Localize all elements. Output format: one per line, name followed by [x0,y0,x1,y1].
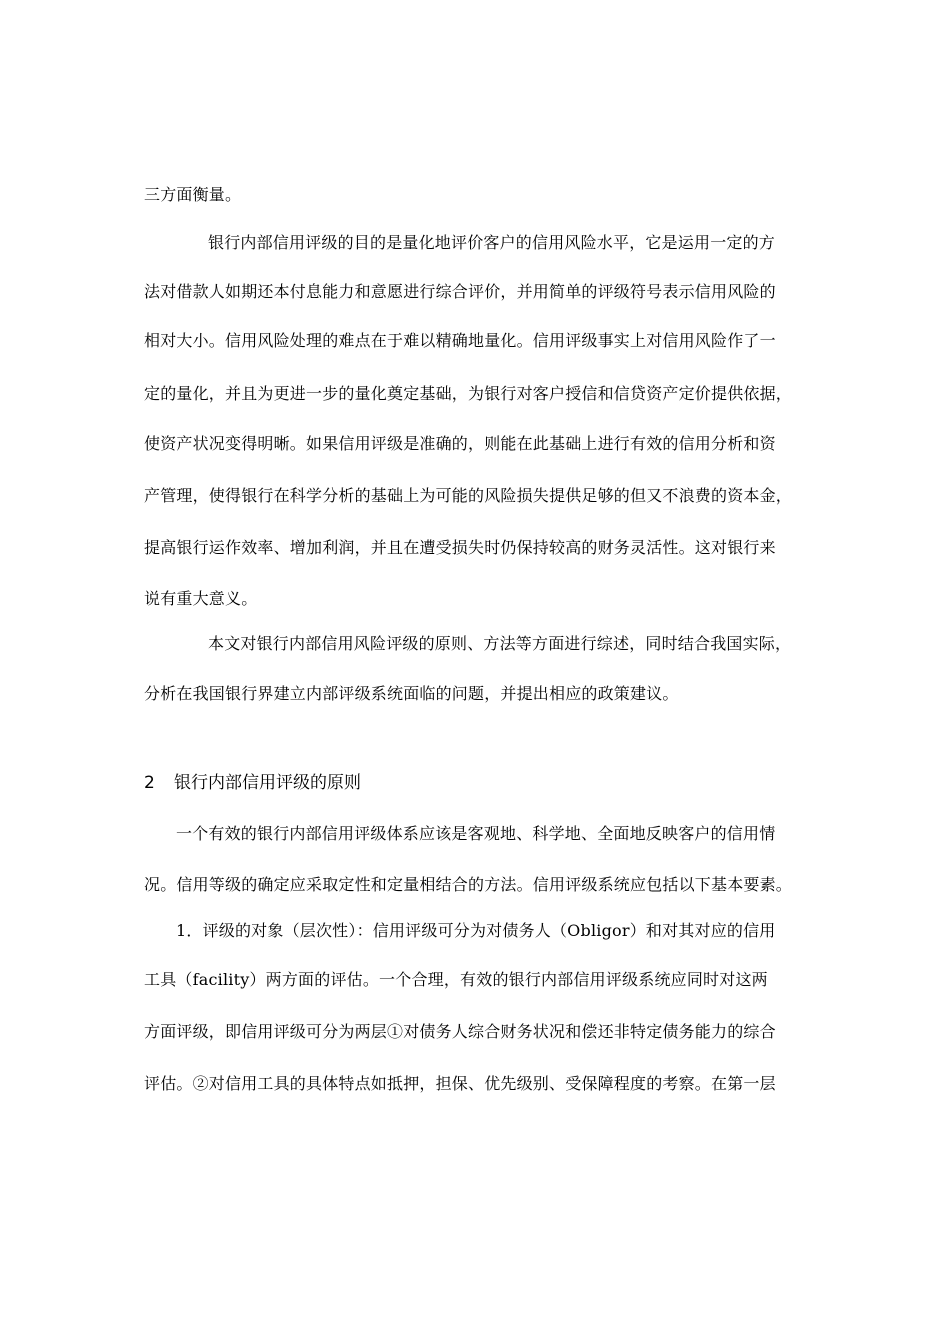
section-title: 银行内部信用评级的原则 [174,773,361,793]
paragraph-line: 相对大小。信用风险处理的难点在于难以精确地量化。信用评级事实上对信用风险作了一 [144,331,776,350]
paragraph-line: 定的量化，并且为更进一步的量化奠定基础，为银行对客户授信和信贷资产定价提供依据， [144,384,793,403]
paragraph-line: 产管理，使得银行在科学分析的基础上为可能的风险损失提供足够的但又不浪费的资本金， [144,486,793,505]
paragraph-line: 况。信用等级的确定应采取定性和定量相结合的方法。信用评级系统应包括以下基本要素。 [144,875,793,894]
paragraph-line: 一个有效的银行内部信用评级体系应该是客观地、科学地、全面地反映客户的信用情 [176,824,776,843]
paragraph-line: 银行内部信用评级的目的是量化地评价客户的信用风险水平，它是运用一定的方 [208,233,776,252]
paragraph-line: 1．评级的对象（层次性）：信用评级可分为对债务人（Obligor）和对其对应的信用 [176,921,776,940]
paragraph-line: 本文对银行内部信用风险评级的原则、方法等方面进行综述，同时结合我国实际， [208,634,792,653]
paragraph-line: 方面评级，即信用评级可分为两层①对债务人综合财务状况和偿还非特定债务能力的综合 [144,1022,776,1041]
section-number: 2 [144,773,155,793]
paragraph-line: 提高银行运作效率、增加利润，并且在遭受损失时仍保持较高的财务灵活性。这对银行来 [144,538,776,557]
paragraph-line: 使资产状况变得明晰。如果信用评级是准确的，则能在此基础上进行有效的信用分析和资 [144,434,776,453]
paragraph-line: 工具（facility）两方面的评估。一个合理，有效的银行内部信用评级系统应同时对这两 [144,970,768,989]
paragraph-line: 说有重大意义。 [144,589,258,608]
paragraph-line: 三方面衡量。 [144,185,242,204]
section-heading [144,771,361,795]
paragraph-line: 分析在我国银行界建立内部评级系统面临的问题，并提出相应的政策建议。 [144,684,679,703]
paragraph-line: 法对借款人如期还本付息能力和意愿进行综合评价，并用简单的评级符号表示信用风险的 [144,282,776,301]
paragraph-line: 评估。②对信用工具的具体特点如抵押，担保、优先级别、受保障程度的考察。在第一层 [144,1074,776,1093]
